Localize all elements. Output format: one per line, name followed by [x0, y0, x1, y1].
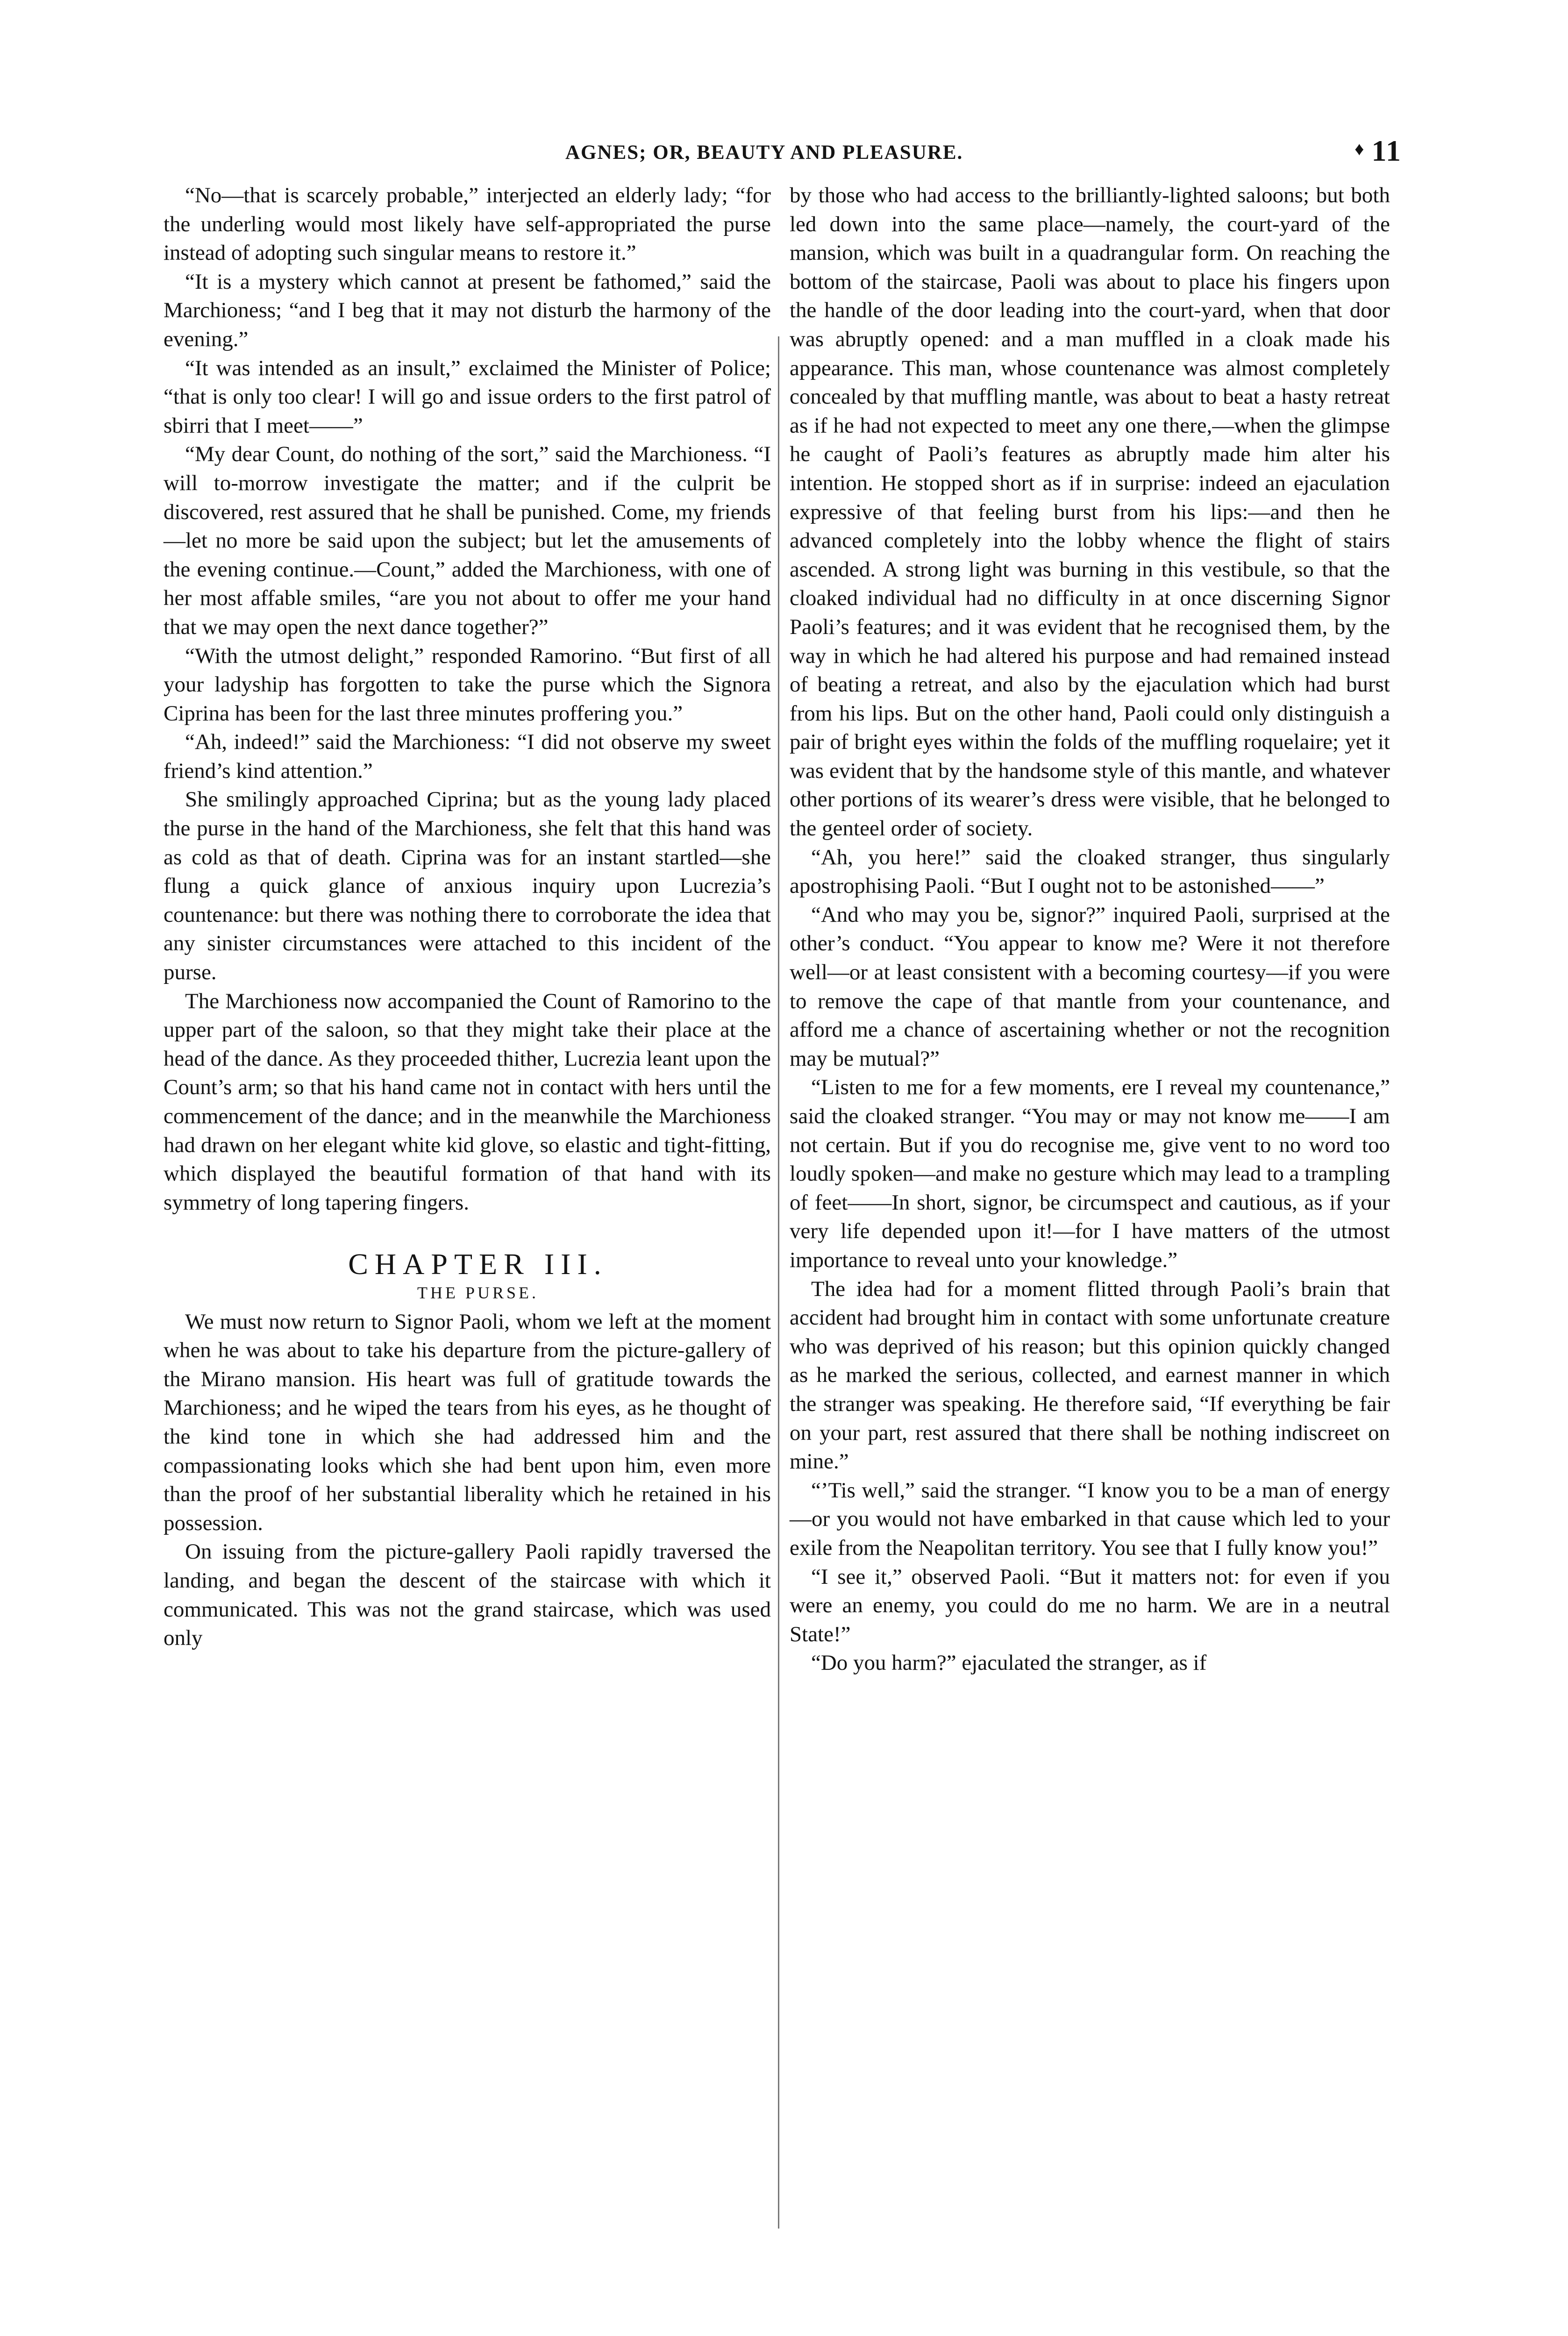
- paragraph: “I see it,” observed Paoli. “But it matters not: for even if you were an enemy, you could do me no harm. We are in a neutral State!”: [790, 1564, 1390, 1646]
- right-column: [790, 181, 1390, 2326]
- paragraph: The Marchioness now accompanied the Count of Ramorino to the upper part of the saloon, so that they might take their place at the head of the dance. As they proceeded thither, Lucrezia leant upon the Count’s arm; so that his hand came not in contact with hers until the commencement of the dance; and in the meanwhile the Marchioness had drawn on her elegant white kid glove, so elastic and tight-fitting, which displayed the beautiful formation of that hand with its symmetry of long tapering fingers.: [164, 989, 771, 1215]
- section-spacer: [164, 1217, 771, 1250]
- paragraph: “Ah, indeed!” said the Marchioness: “I did not observe my sweet friend’s kind attention.”: [164, 730, 771, 783]
- paragraph: “No—that is scarcely probable,” interjected an elderly lady; “for the underling would most likely have self-appropriated the purse instead of adopting such singular means to restore it.”: [164, 183, 771, 265]
- chapter-subtitle: THE PURSE.: [417, 1283, 539, 1302]
- paragraph: We must now return to Signor Paoli, whom we left at the moment when he was about to take his departure from the picture-gallery of the Mirano mansion. His heart was full of gratitude towards the Marchioness; and he wiped the tears from his eyes, as he thought of the kind tone in which she had addressed him and the compassionating looks which she had bent upon him, even more than the proof of her substantial liberality which he retained in his possession.: [164, 1309, 771, 1535]
- paragraph: “My dear Count, do nothing of the sort,” said the Marchioness. “I will to-morrow investigate the matter; and if the culprit be discovered, rest assured that he shall be punished. Come, my friends—let no more be said upon the subject; but let the amusements of the evening continue.—Count,” added the Marchioness, with one of her most affable smiles, “are you not about to offer me your hand that we may open the next dance together?”: [164, 442, 771, 639]
- paragraph: “With the utmost delight,” responded Ramorino. “But first of all your ladyship has forgotten to take the purse which the Signora Ciprina has been for the last three minutes proffering you.”: [164, 643, 771, 726]
- chapter-heading: CHAPTER III.: [348, 1247, 608, 1281]
- paragraph: “Do you harm?” ejaculated the stranger, as if: [811, 1651, 1207, 1675]
- paragraph: “And who may you be, signor?” inquired Paoli, surprised at the other’s conduct. “You appear to know me? Were it not therefore well—or at least consistent with a becoming courtesy—if you were to remove the cape of that mantle from your countenance, and afford me a chance of ascertaining whether or not the recognition may be mutual?”: [790, 902, 1390, 1071]
- paragraph: “’Tis well,” said the stranger. “I know you to be a man of energy—or you would not have embarked in that cause which led to your exile from the Neapolitan territory. You see that I fully know you!”: [790, 1478, 1390, 1560]
- ornament-icon: ♦: [1354, 138, 1365, 159]
- running-header: [565, 134, 1402, 172]
- paragraph: The idea had for a moment flitted through Paoli’s brain that accident had brought him in contact with some unfortunate creature who was deprived of his reason; but this opinion quickly changed as he marked the serious, collected, and earnest manner in which the stranger was speaking. He therefore said, “If everything be fair on your part, rest assured that there shall be nothing indiscreet on mine.”: [790, 1276, 1390, 1474]
- column-divider: [778, 336, 779, 2229]
- paragraph: by those who had access to the brilliantly-lighted saloons; but both led down into the same place—namely, the court-yard of the mansion, which was built in a quadrangular form. On reaching the bottom of the staircase, Paoli was about to place his fingers upon the handle of the door leading into the court-yard, when that door was abruptly opened: and a man muffled in a cloak made his appearance. This man, whose countenance was almost completely concealed by that muffling mantle, was about to beat a hasty retreat as if he had not expected to meet any one there,—when the glimpse he caught of Paoli’s features as abruptly made him alter his intention. He stopped short as if in surprise: indeed an ejaculation expressive of that feeling burst from his lips:—and then he advanced completely into the lobby whence the flight of stairs ascended. A strong light was burning in this vestibule, so that the cloaked individual had no difficulty in at once discerning Signor Paoli’s features; and it was evident that he recognised them, by the way in which he had altered his purpose and had remained instead of beating a retreat, and also by the ejaculation which had burst from his lips. But on the other hand, Paoli could only distinguish a pair of bright eyes within the folds of the muffling roquelaire; yet it was evident that by the handsome style of this mantle, and whatever other portions of its wearer’s dress were visible, that he belonged to the genteel order of society.: [790, 183, 1390, 841]
- running-title: AGNES; OR, BEAUTY AND PLEASURE.: [565, 142, 963, 164]
- paragraph: “It is a mystery which cannot at present be fathomed,” said the Marchioness; “and I beg that it may not disturb the harmony of the evening.”: [164, 269, 771, 351]
- paragraph: On issuing from the picture-gallery Paoli rapidly traversed the landing, and began the descent of the staircase with which it communicated. This was not the grand staircase, which was used only: [164, 1539, 771, 1651]
- left-column: [164, 181, 771, 2204]
- page-number: [1354, 134, 1402, 168]
- paragraph: “It was intended as an insult,” exclaimed the Minister of Police; “that is only too clear! I will go and issue orders to the first patrol of sbirri that I meet——”: [164, 356, 771, 438]
- page-number-value: 11: [1371, 134, 1402, 167]
- paragraph: “Listen to me for a few moments, ere I reveal my countenance,” said the cloaked stranger. “You may or may not know me——I am not certain. But if you do recognise me, give vent to no word too loudly spoken—and make no gesture which may lead to a trampling of feet——In short, signor, be circumspect and cautious, as if your very life depended upon it!—for I have matters of the utmost importance to reveal unto your knowledge.”: [790, 1075, 1390, 1272]
- paragraph: She smilingly approached Ciprina; but as the young lady placed the purse in the hand of the Marchioness, she felt that this hand was as cold as that of death. Ciprina was for an instant startled—she flung a quick glance of anxious inquiry upon Lucrezia’s countenance: but there was nothing there to corroborate the idea that any sinister circumstances were attached to this incident of the purse.: [164, 787, 771, 985]
- paragraph: “Ah, you here!” said the cloaked stranger, thus singularly apostrophising Paoli. “But I ought not to be astonished——”: [790, 845, 1390, 898]
